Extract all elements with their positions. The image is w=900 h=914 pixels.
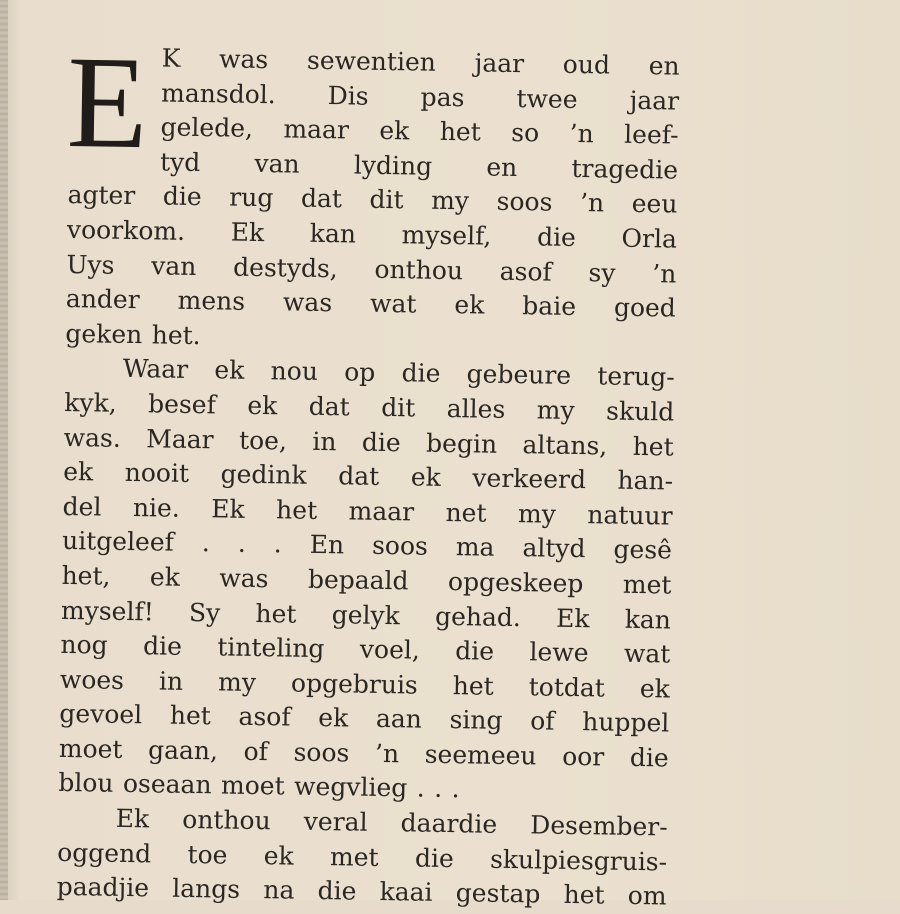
text-line: oggend toe ek met die skulpiesgruis- (57, 837, 668, 877)
text-line: del nie. Ek het maar net my natuur (62, 491, 673, 531)
paragraph-1 (65, 27, 680, 361)
text-line: was. Maar toe, in die begin altans, het (63, 422, 674, 462)
text-line: gevoel het asof ek aan sing of huppel (59, 699, 670, 738)
text-line: gelede, maar ek het so ’n leef- (160, 112, 679, 150)
text-line: Uys van destyds, onthou asof sy ’n (66, 249, 677, 289)
paragraph-3 (56, 801, 668, 914)
paragraph-2 (58, 351, 675, 810)
text-line: ek nooit gedink dat ek verkeerd han- (62, 457, 674, 496)
text-line: het, ek was bepaald opgeskeep met (61, 560, 672, 600)
text-line: agter die rug dat dit my soos ’n eeu (67, 180, 678, 219)
text-line: Ek onthou veral daardie Desember- (115, 803, 668, 842)
text-line: paadjie langs na die kaai gestap het om (56, 872, 667, 911)
text-line: kyk, besef ek dat dit alles my skuld (64, 387, 675, 427)
text-line: K was sewentien jaar oud en (161, 43, 680, 81)
text-line: voorkom. Ek kan myself, die Orla (66, 214, 678, 254)
text-line: nog die tinteling voel, die lewe wat (60, 630, 671, 669)
text-line: myself! Sy het gelyk gehad. Ek kan (60, 595, 672, 635)
text-line: mansdol. Dis pas twee jaar (160, 78, 680, 116)
text-line: Waar ek nou op die gebeure terug- (122, 354, 675, 392)
text-line: tyd van lyding en tragedie (159, 147, 679, 185)
text-line: ander mens was wat ek baie goed (65, 284, 677, 323)
text-line: uitgeleef . . . En soos ma altyd gesê (61, 526, 673, 565)
text-line: blou oseaan moet wegvlieg . . . (58, 768, 460, 804)
text-line: woes in my opgebruis het totdat ek (59, 664, 671, 704)
text-line: moet gaan, of soos ’n seemeeu oor die (58, 733, 669, 773)
text-line: geken het. (65, 318, 201, 350)
drop-cap: E (65, 27, 149, 177)
page-gutter-edge (0, 0, 8, 900)
text-column (56, 27, 680, 914)
